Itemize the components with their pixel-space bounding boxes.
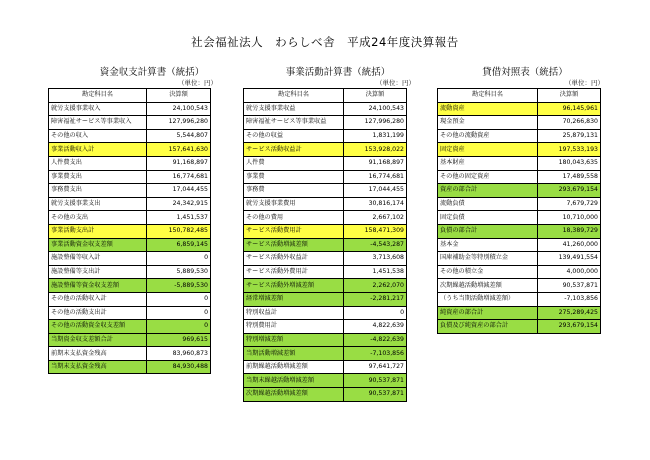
business-activity-unit: （単位：円）: [376, 79, 415, 87]
cash-flow-table: [48, 88, 211, 374]
table-row: [244, 279, 407, 293]
amount-cell: -4,822,639: [344, 333, 407, 347]
table-row: [244, 102, 407, 116]
account-name-cell: サービス活動増減差額: [244, 238, 344, 252]
account-name-cell: その他の費用: [244, 211, 344, 225]
account-name-cell: 基本財産: [438, 156, 538, 170]
table-row: [244, 224, 407, 238]
table-row: [438, 265, 601, 279]
page-title: 社会福祉法人 わらしべ舎 平成24年度決算報告: [191, 35, 459, 49]
amount-cell: 197,533,193: [538, 143, 601, 157]
business-activity-table: [243, 88, 407, 402]
account-name-cell: 施設整備等収入計: [49, 252, 147, 266]
amount-cell: 17,489,558: [538, 170, 601, 184]
amount-cell: 10,710,000: [538, 211, 601, 225]
amount-cell: -5,889,530: [147, 279, 211, 293]
amount-cell: 16,774,681: [344, 170, 407, 184]
table-row: [49, 347, 211, 361]
cash-flow-unit: （単位：円）: [178, 79, 217, 87]
account-name-cell: サービス活動外増減差額: [244, 279, 344, 293]
account-name-cell: 特別費用計: [244, 320, 344, 334]
amount-cell: 157,641,630: [147, 143, 211, 157]
amount-cell: 0: [147, 292, 211, 306]
account-name-cell: 特別収益計: [244, 306, 344, 320]
table-row: [244, 360, 407, 374]
account-name-cell: 事業活動支出計: [49, 224, 147, 238]
account-name-cell: 当期資金収支差額合計: [49, 333, 147, 347]
account-name-cell: 経常増減差額: [244, 292, 344, 306]
account-name-cell: 就労支援事業収入: [49, 102, 147, 116]
amount-cell: 0: [147, 306, 211, 320]
amount-cell: 180,043,635: [538, 156, 601, 170]
account-name-cell: 事務費支出: [49, 184, 147, 198]
account-name-cell: 事務費: [244, 184, 344, 198]
account-name-cell: 固定資産: [438, 143, 538, 157]
amount-cell: 90,537,871: [344, 388, 407, 402]
table-row: [49, 129, 211, 143]
amount-cell: 0: [147, 252, 211, 266]
table-row: [438, 197, 601, 211]
amount-cell: 83,960,873: [147, 347, 211, 361]
account-name-cell: サービス活動収益計: [244, 143, 344, 157]
account-name-cell: その他の支出: [49, 211, 147, 225]
table-row: [438, 102, 601, 116]
account-name-cell: 当期末繰越活動増減差額: [244, 374, 344, 388]
amount-cell: 41,260,000: [538, 238, 601, 252]
account-name-cell: 固定負債: [438, 211, 538, 225]
account-name-cell: その他の収益: [244, 129, 344, 143]
amount-cell: 90,537,871: [344, 374, 407, 388]
table-header-row: [49, 89, 211, 103]
table-row: [244, 265, 407, 279]
amount-cell: 2,262,070: [344, 279, 407, 293]
column-header-amount: 決算額: [538, 89, 601, 103]
table-row: [49, 143, 211, 157]
account-name-cell: 負債の部合計: [438, 224, 538, 238]
account-name-cell: 人件費: [244, 156, 344, 170]
amount-cell: 3,713,608: [344, 252, 407, 266]
amount-cell: 91,168,897: [147, 156, 211, 170]
table-row: [438, 170, 601, 184]
account-name-cell: 国庫補助金等特別積立金: [438, 252, 538, 266]
account-name-cell: その他の固定資産: [438, 170, 538, 184]
table-row: [244, 156, 407, 170]
account-name-cell: 就労支援事業収益: [244, 102, 344, 116]
account-name-cell: 施設整備等支出計: [49, 265, 147, 279]
account-name-cell: 施設整備等資金収支差額: [49, 279, 147, 293]
account-name-cell: 事業活動収入計: [49, 143, 147, 157]
amount-cell: 2,667,102: [344, 211, 407, 225]
account-name-cell: 障害福祉サービス等事業収益: [244, 116, 344, 130]
amount-cell: 1,451,537: [147, 211, 211, 225]
table-row: [438, 238, 601, 252]
table-header-row: [244, 89, 407, 103]
table-row: [244, 184, 407, 198]
table-row: [49, 252, 211, 266]
table-row: [244, 306, 407, 320]
column-header-amount: 決算額: [147, 89, 211, 103]
account-name-cell: 流動資産: [438, 102, 538, 116]
account-name-cell: 次期繰越活動増減差額: [244, 388, 344, 402]
amount-cell: 16,774,681: [147, 170, 211, 184]
balance-sheet-unit: （単位：円）: [565, 79, 604, 87]
amount-cell: 25,879,131: [538, 129, 601, 143]
amount-cell: -4,543,287: [344, 238, 407, 252]
amount-cell: 139,491,554: [538, 252, 601, 266]
account-name-cell: 人件費支出: [49, 156, 147, 170]
table-row: [438, 320, 601, 334]
amount-cell: 24,342,915: [147, 197, 211, 211]
table-row: [438, 292, 601, 306]
account-name-cell: 流動負債: [438, 197, 538, 211]
amount-cell: 91,168,897: [344, 156, 407, 170]
account-name-cell: 前期繰越活動増減差額: [244, 360, 344, 374]
amount-cell: 84,930,488: [147, 360, 211, 374]
table-row: [49, 292, 211, 306]
table-row: [438, 184, 601, 198]
account-name-cell: 就労支援事業費用: [244, 197, 344, 211]
table-row: [244, 388, 407, 402]
table-row: [438, 306, 601, 320]
amount-cell: 96,145,961: [538, 102, 601, 116]
amount-cell: 90,537,871: [538, 279, 601, 293]
table-row: [49, 279, 211, 293]
table-row: [49, 184, 211, 198]
amount-cell: 17,044,455: [344, 184, 407, 198]
table-row: [244, 238, 407, 252]
account-name-cell: 事業費支出: [49, 170, 147, 184]
amount-cell: 18,389,729: [538, 224, 601, 238]
amount-cell: 127,996,280: [147, 116, 211, 130]
table-row: [244, 320, 407, 334]
table-row: [49, 170, 211, 184]
account-name-cell: サービス活動外収益計: [244, 252, 344, 266]
account-name-cell: その他の収入: [49, 129, 147, 143]
amount-cell: 150,782,485: [147, 224, 211, 238]
account-name-cell: その他の流動資産: [438, 129, 538, 143]
table-row: [244, 143, 407, 157]
amount-cell: 1,831,199: [344, 129, 407, 143]
table-row: [438, 211, 601, 225]
table-row: [438, 129, 601, 143]
account-name-cell: サービス活動費用計: [244, 224, 344, 238]
amount-cell: 17,044,455: [147, 184, 211, 198]
table-row: [244, 374, 407, 388]
account-name-cell: その他の積立金: [438, 265, 538, 279]
amount-cell: 969,615: [147, 333, 211, 347]
account-name-cell: 負債及び純資産の部合計: [438, 320, 538, 334]
table-row: [49, 116, 211, 130]
table-row: [49, 238, 211, 252]
table-row: [49, 156, 211, 170]
amount-cell: 5,889,530: [147, 265, 211, 279]
amount-cell: 24,100,543: [147, 102, 211, 116]
amount-cell: 293,679,154: [538, 184, 601, 198]
table-row: [438, 252, 601, 266]
account-name-cell: 純資産の部合計: [438, 306, 538, 320]
amount-cell: 24,100,543: [344, 102, 407, 116]
table-row: [438, 279, 601, 293]
table-row: [49, 197, 211, 211]
table-row: [244, 129, 407, 143]
business-activity-title: 事業活動計算書（統括）: [285, 67, 391, 78]
account-name-cell: 当期末支払資金残高: [49, 360, 147, 374]
amount-cell: 6,859,145: [147, 238, 211, 252]
amount-cell: 0: [344, 306, 407, 320]
amount-cell: 30,816,174: [344, 197, 407, 211]
table-row: [438, 224, 601, 238]
account-name-cell: 事業活動資金収支差額: [49, 238, 147, 252]
table-row: [49, 333, 211, 347]
amount-cell: 293,679,154: [538, 320, 601, 334]
account-name-cell: その他の活動収入計: [49, 292, 147, 306]
amount-cell: -7,103,856: [344, 347, 407, 361]
amount-cell: 0: [147, 320, 211, 334]
amount-cell: 5,544,807: [147, 129, 211, 143]
table-row: [244, 116, 407, 130]
account-name-cell: サービス活動外費用計: [244, 265, 344, 279]
account-name-cell: その他の活動資金収支差額: [49, 320, 147, 334]
amount-cell: 275,289,425: [538, 306, 601, 320]
cash-flow-title: 資金収支計算書（統括）: [99, 67, 205, 78]
account-name-cell: その他の活動支出計: [49, 306, 147, 320]
amount-cell: -7,103,856: [538, 292, 601, 306]
amount-cell: -2,281,217: [344, 292, 407, 306]
table-row: [244, 197, 407, 211]
account-name-cell: 次期繰越活動増減差額: [438, 279, 538, 293]
column-header-amount: 決算額: [344, 89, 407, 103]
table-row: [49, 211, 211, 225]
table-row: [438, 116, 601, 130]
table-row: [49, 224, 211, 238]
account-name-cell: 事業費: [244, 170, 344, 184]
amount-cell: 70,266,830: [538, 116, 601, 130]
table-row: [438, 156, 601, 170]
table-row: [438, 143, 601, 157]
amount-cell: 7,679,729: [538, 197, 601, 211]
column-header-account: 勘定科目名: [244, 89, 344, 103]
table-row: [244, 170, 407, 184]
amount-cell: 97,641,727: [344, 360, 407, 374]
account-name-cell: 就労支援事業支出: [49, 197, 147, 211]
account-name-cell: （うち当期活動増減差額）: [438, 292, 538, 306]
account-name-cell: 資産の部合計: [438, 184, 538, 198]
account-name-cell: 当期活動増減差額: [244, 347, 344, 361]
column-header-account: 勘定科目名: [438, 89, 538, 103]
account-name-cell: 現金預金: [438, 116, 538, 130]
column-header-account: 勘定科目名: [49, 89, 147, 103]
account-name-cell: 基本金: [438, 238, 538, 252]
table-row: [49, 320, 211, 334]
table-row: [244, 333, 407, 347]
amount-cell: 1,451,538: [344, 265, 407, 279]
amount-cell: 153,928,022: [344, 143, 407, 157]
amount-cell: 158,471,309: [344, 224, 407, 238]
account-name-cell: 前期末支払資金残高: [49, 347, 147, 361]
table-row: [49, 265, 211, 279]
table-row: [244, 252, 407, 266]
account-name-cell: 障害福祉サービス等事業収入: [49, 116, 147, 130]
account-name-cell: 特別増減差額: [244, 333, 344, 347]
table-row: [244, 211, 407, 225]
amount-cell: 4,822,639: [344, 320, 407, 334]
table-header-row: [438, 89, 601, 103]
amount-cell: 4,000,000: [538, 265, 601, 279]
table-row: [49, 360, 211, 374]
table-row: [49, 306, 211, 320]
table-row: [49, 102, 211, 116]
table-row: [244, 292, 407, 306]
amount-cell: 127,996,280: [344, 116, 407, 130]
balance-sheet-title: 貸借対照表（統括）: [482, 67, 568, 78]
table-row: [244, 347, 407, 361]
balance-sheet-table: [437, 88, 601, 334]
